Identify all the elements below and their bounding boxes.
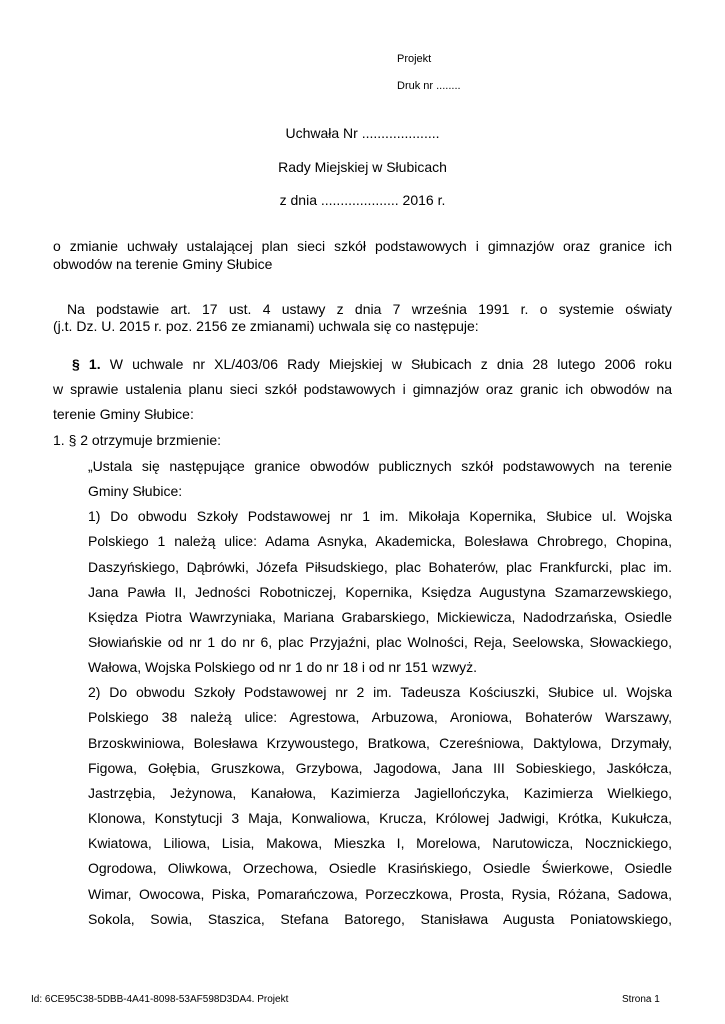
school2-line: Polskiego 38 należą ulice: Agrestowa, Arbuzowa, Aroniowa, Bohaterów Warszawy, (88, 709, 672, 725)
resolution-number: Uchwała Nr .................... (285, 125, 440, 141)
school1-line: Wałowa, Wojska Polskiego od nr 1 do nr 18 i od nr 151 wzwyż. (88, 659, 478, 675)
school2-line: Ogrodowa, Oliwkowa, Orzechowa, Osiedle Krasińskiego, Osiedle Świerkowe, Osiedle (88, 860, 672, 876)
page-number: Strona 1 (622, 994, 660, 1005)
school1-line: Księdza Piotra Wawrzyniaka, Mariana Grabarskiego, Mickiewicza, Nadodrzańska, Osiedle (88, 609, 672, 625)
paragraph-1-line-3: terenie Gminy Słubice: (53, 406, 194, 422)
school2-line: Kwiatowa, Liliowa, Lisia, Makowa, Mieszka I, Morelowa, Narutowicza, Nocznickiego, (88, 835, 672, 851)
school2-line: Klonowa, Konstytucji 3 Maja, Konwaliowa, Krucza, Królowej Jadwigi, Krótka, Kukułcza, (88, 810, 672, 826)
item-1: 1. § 2 otrzymuje brzmienie: (53, 432, 222, 448)
school2-line: Figowa, Gołębia, Gruszkowa, Grzybowa, Jagodowa, Jana III Sobieskiego, Jaskółcza, (88, 760, 672, 776)
paragraph-1-text: W uchwale nr XL/403/06 Rady Miejskiej w Słubicach z dnia 28 lutego 2006 roku (109, 356, 672, 372)
subject-line-1: o zmianie uchwały ustalającej plan sieci szkół podstawowych i gimnazjów oraz granice ich (53, 238, 672, 254)
druk-number: Druk nr ........ (397, 80, 461, 92)
school1-line: Jana Pawła II, Jedności Robotniczej, Kopernika, Księdza Augustyna Szamarzewskiego, (88, 584, 672, 600)
quote-line-2: Gminy Słubice: (88, 483, 183, 499)
council-name: Rady Miejskiej w Słubicach (278, 159, 447, 175)
school1-line: 1) Do obwodu Szkoły Podstawowej nr 1 im. Mikołaja Kopernika, Słubice ul. Wojska (88, 508, 672, 524)
school2-line: 2) Do obwodu Szkoły Podstawowej nr 2 im. Tadeusza Kościuszki, Słubice ul. Wojska (88, 684, 672, 700)
school2-line: Sokola, Sowia, Staszica, Stefana Batorego, Stanisława Augusta Poniatowskiego, (88, 911, 672, 927)
paragraph-1-line-1 (72, 356, 672, 373)
school2-line: Wimar, Owocowa, Piska, Pomarańczowa, Porzeczkowa, Prosta, Rysia, Różana, Sadowa, (88, 886, 672, 902)
school1-line: Słowiańskie od nr 1 do nr 6, plac Przyjaźni, plac Wolności, Reja, Seelowska, Słowackiego, (88, 634, 672, 650)
school2-line: Brzoskwiniowa, Bolesława Krzywoustego, Bratkowa, Czereśniowa, Daktylowa, Drzymały, (88, 735, 672, 751)
paragraph-mark: § 1. (72, 356, 101, 372)
quote-line-1: „Ustala się następujące granice obwodów publicznych szkół podstawowych na terenie (88, 458, 672, 474)
document-id: Id: 6CE95C38-5DBB-4A41-8098-53AF598D3DA4. Projekt (31, 994, 289, 1005)
basis-line-1: Na podstawie art. 17 ust. 4 ustawy z dnia 7 września 1991 r. o systemie oświaty (67, 301, 672, 317)
subject-line-2: obwodów na terenie Gminy Słubice (53, 256, 273, 272)
basis-line-2: (j.t. Dz. U. 2015 r. poz. 2156 ze zmianami) uchwala się co następuje: (53, 318, 479, 334)
school2-line: Jastrzębia, Jeżynowa, Kanałowa, Kazimierza Jagiellończyka, Kazimierza Wielkiego, (88, 785, 672, 801)
projekt-label: Projekt (397, 53, 432, 65)
resolution-date: z dnia .................... 2016 r. (279, 192, 446, 208)
paragraph-1-line-2: w sprawie ustalenia planu sieci szkół podstawowych i gimnazjów oraz granic ich obwodów na (53, 381, 672, 397)
school1-line: Polskiego 1 należą ulice: Adama Asnyka, Akademicka, Bolesława Chrobrego, Chopina, (88, 533, 672, 549)
school1-line: Daszyńskiego, Dąbrówki, Józefa Piłsudskiego, plac Bohaterów, plac Frankfurcki, plac im. (88, 559, 672, 575)
